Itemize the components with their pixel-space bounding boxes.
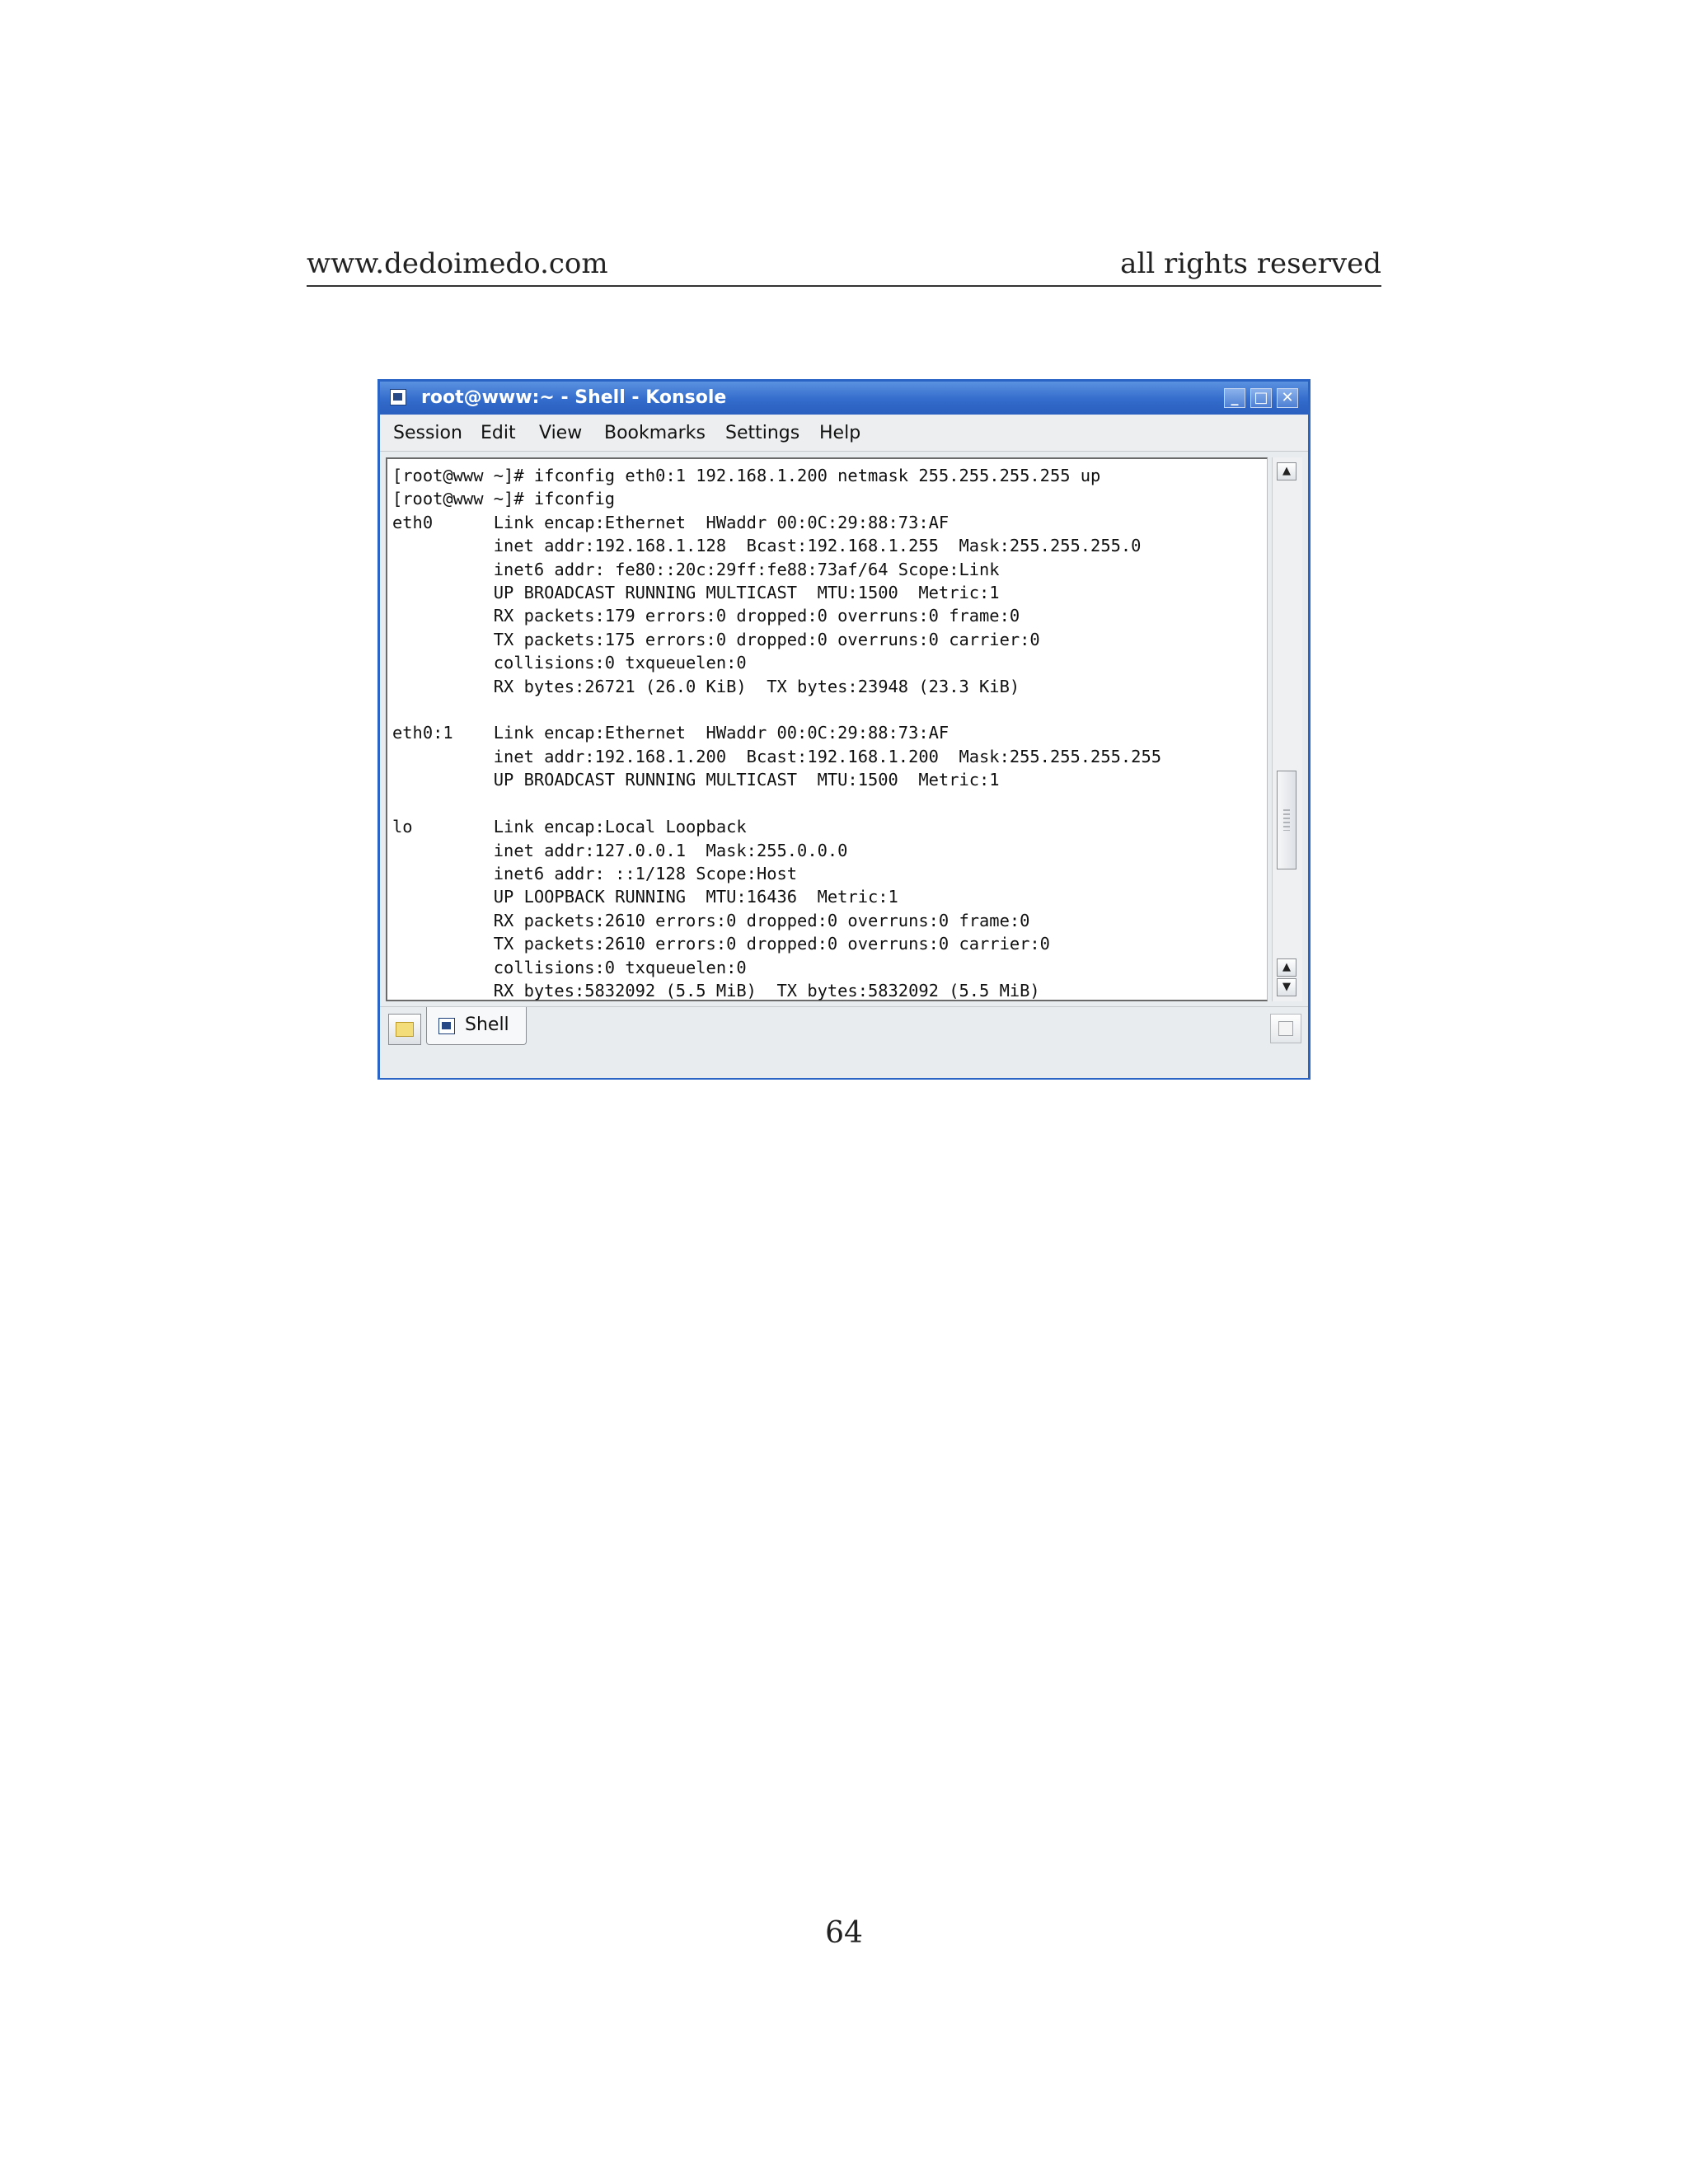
terminal-output: [root@www ~]# ifconfig eth0:1 192.168.1.200 netmask 255.255.255.255 up [root@www ~]# ifconfig eth0 Link encap:Ethernet HWaddr 00:0C:29:88:73:AF inet addr:192.168.1.128 Bcast:192.168.1.255 Mask:255.255.255.0 inet6 addr: fe80::20c:29ff:fe88:73af/64 Scope:Link UP BROADCAST RUNNING MULTICAST MTU:1500 Metric:1 RX packets:179 errors:0 dropped:0 overruns:0 frame:0 TX packets:175 errors:0 dropped:0 overruns:0 carrier:0 collisions:0 txqueuelen:0 RX bytes:26721 (26.0 KiB) TX bytes:23948 (23.3 KiB) eth0:1 Link encap:Ethernet HWaddr 00:0C:29:88:73:AF inet addr:192.168.1.200 Bcast:192.168.1.200 Mask:255.255.255.255 UP BROADCAST RUNNING MULTICAST MTU:1500 Metric:1 lo Link encap:Local Loopback inet addr:127.0.0.1 Mask:255.0.0.0 inet6 addr: ::1/128 Scope:Host UP LOOPBACK RUNNING MTU:16436 Metric:1 RX packets:2610 errors:0 dropped:0 overruns:0 frame:0 TX packets:2610 errors:0 dropped:0 overruns:0 carrier:0 collisions:0 txqueuelen:0 RX bytes:5832092 (5.5 MiB) TX bytes:5832092 (5.5 MiB)	[392, 466, 1161, 1001]
window-title: root@www:~ - Shell - Konsole	[421, 387, 727, 408]
new-tab-icon	[396, 1022, 414, 1037]
terminal-area[interactable]	[386, 457, 1268, 1001]
close-button[interactable]: ✕	[1277, 388, 1298, 408]
menu-view[interactable]: View	[539, 423, 583, 443]
scrollbar-thumb[interactable]	[1277, 771, 1296, 869]
menu-session[interactable]: Session	[393, 423, 462, 443]
header-site-url: www.dedoimedo.com	[307, 247, 608, 280]
page-number: 64	[825, 1916, 863, 1950]
vertical-scrollbar[interactable]	[1272, 457, 1302, 1001]
tab-shell-label: Shell	[465, 1015, 509, 1035]
konsole-tab-icon	[438, 1018, 455, 1034]
menu-bar	[380, 415, 1308, 452]
menu-edit[interactable]: Edit	[481, 423, 516, 443]
scroll-up-top-button[interactable]: ▲	[1277, 462, 1296, 480]
header-rights: all rights reserved	[1120, 247, 1381, 280]
window-titlebar[interactable]	[380, 382, 1308, 415]
page-header	[307, 244, 1381, 287]
close-tab-button[interactable]	[1270, 1014, 1301, 1043]
maximize-button[interactable]: □	[1250, 388, 1272, 408]
tab-shell[interactable]	[426, 1007, 527, 1045]
scroll-down-button[interactable]: ▼	[1277, 978, 1296, 996]
menu-help[interactable]: Help	[819, 423, 861, 443]
tab-bar	[380, 1006, 1308, 1078]
scroll-up-button[interactable]: ▲	[1277, 958, 1296, 977]
menu-bookmarks[interactable]: Bookmarks	[604, 423, 706, 443]
menu-settings[interactable]: Settings	[725, 423, 800, 443]
konsole-icon[interactable]	[390, 389, 406, 405]
new-tab-button[interactable]	[388, 1014, 421, 1045]
minimize-button[interactable]: _	[1224, 388, 1245, 408]
konsole-window	[377, 379, 1311, 1080]
close-tab-icon	[1278, 1021, 1293, 1036]
